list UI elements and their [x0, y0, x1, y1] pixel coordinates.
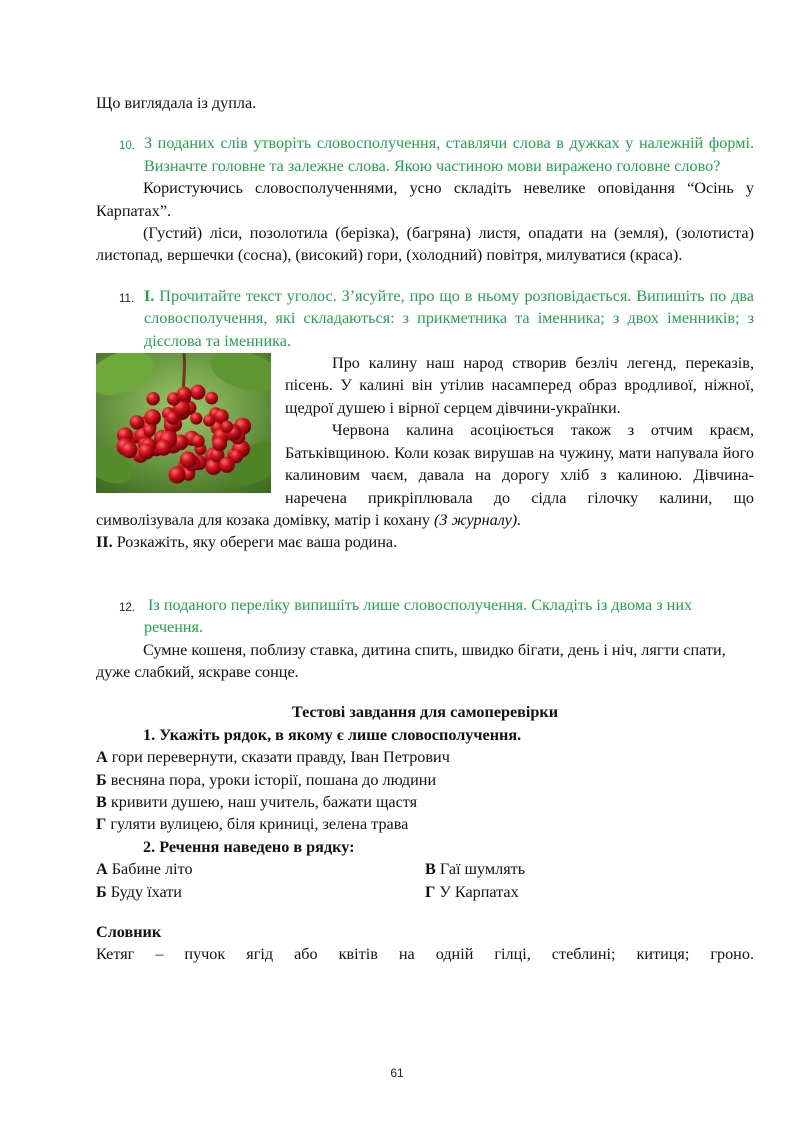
berry [130, 415, 144, 429]
berry [212, 437, 227, 452]
berry [144, 409, 161, 426]
option-text: Гаї шумлять [439, 860, 526, 879]
viburnum-berries-photo [96, 353, 271, 493]
option-letter: А [96, 860, 108, 879]
task-12 [96, 594, 754, 639]
text-paragraph-1: Про калину наш народ створив безліч легенд, переказів, пісень. У калині він утілив насамперед образ вродливої, ніжної, щедрої душею і вірної серцем дівчини-українки. [285, 354, 754, 417]
berry [190, 412, 202, 424]
page-number: 61 [390, 1066, 404, 1080]
option-text: весняна пора, уроки історії, пошана до людини [110, 770, 437, 789]
task-number: 11. [119, 292, 135, 305]
poem-last-line: Що виглядала із дупла. [96, 94, 257, 112]
word-list: (Густий) ліси, позолотила (берізка), (багряна) листя, опадати на (земля), (золотиста) листопад, вершечки (сосна), (високий) гори, (холодний) повітря, милуватися (краса). [96, 224, 754, 265]
tests-title: Тестові завдання для самоперевірки [291, 703, 559, 722]
task-number: 12. [119, 601, 135, 614]
answer-option [96, 813, 754, 835]
part-2-text: Розкажіть, яку обереги має ваша родина. [116, 533, 398, 552]
option-letter: Г [96, 815, 107, 834]
option-letter: В [96, 792, 107, 811]
text-source: (З журналу). [434, 510, 522, 529]
task-instruction: З поданих слів утворіть словосполучення, ставлячи слова в дужках у належній формі. Визначте головне та залежне слова. Якою частиною мови виражено головне слово? [144, 134, 754, 175]
answer-option [96, 858, 425, 880]
berry [205, 392, 218, 405]
option-letter: Б [96, 770, 107, 789]
option-letter: В [425, 860, 436, 879]
berry [121, 442, 137, 458]
word-list: Сумне кошеня, поблизу ставка, дитина спить, швидко бігати, день і ніч, лягти спати, дуже слабкий, яскраве сонце. [96, 640, 726, 681]
option-letter: А [96, 748, 108, 767]
option-text: Буду їхати [110, 882, 182, 901]
answer-option [425, 858, 754, 880]
task-instruction [144, 594, 754, 639]
berry [180, 451, 197, 468]
berry [192, 434, 205, 447]
question-2-title: 2. Речення наведено в рядку: [143, 837, 355, 856]
task-10 [96, 132, 754, 177]
task-assignment: Користуючись словосполученнями, усно складіть невелике оповідання “Осінь у Карпатах”. [96, 179, 754, 220]
berry [203, 415, 215, 427]
berry [190, 385, 205, 400]
answer-option [425, 881, 754, 903]
dictionary-entry: Кетяг – пучок ягід або квітів на одній гілці, стеблині; китиця; гроно. [96, 945, 754, 964]
option-text: У Карпатах [439, 882, 519, 901]
roman-numeral: I. [144, 286, 155, 305]
berry [146, 392, 159, 405]
berry [177, 387, 192, 402]
question-2-options [96, 858, 754, 903]
option-letter: Г [425, 882, 436, 901]
berry [169, 466, 186, 483]
instruction-text: Із поданого переліку випишіть лише словосполучення. Складіть із двома з них речення. [144, 595, 693, 637]
option-text: кривити душею, наш учитель, бажати щастя [110, 792, 418, 811]
answer-option [96, 746, 754, 768]
berry [138, 443, 154, 459]
roman-numeral: II. [96, 533, 113, 552]
option-text: Бабине літо [111, 860, 193, 879]
berry [219, 457, 235, 473]
task-part-2 [96, 531, 754, 553]
berry [156, 440, 172, 456]
answer-option [96, 791, 754, 813]
paragraph-text: Червона калина асоціюється також з отчим краєм, Батьківщиною. Коли козак вирушав на чужину, мати напувала його калиновим чаєм, давала на дорогу хліб з калиною. Дівчина-наречена прикріплювала до сідла гілочку калини, що символізувала для козака домівку, матір і кохану [96, 421, 754, 529]
answer-option [96, 881, 425, 903]
task-number: 10. [119, 140, 135, 153]
answer-option [96, 769, 754, 791]
berry [166, 412, 179, 425]
berry [144, 424, 156, 436]
option-text: гуляти вулицею, біля криниці, зелена трава [110, 815, 409, 834]
question-1-title: 1. Укажіть рядок, в якому є лише словосполучення. [143, 725, 522, 744]
task-11 [96, 285, 754, 352]
instruction-text: Прочитайте текст уголос. З’ясуйте, про що в ньому розповідається. Випишіть по два словосполучення, які складаються: з прикметника та іменника; з двох іменників; з дієслова та іменника. [144, 286, 754, 350]
option-letter: Б [96, 882, 107, 901]
dictionary-title: Словник [96, 923, 162, 941]
page-content [96, 92, 754, 966]
task-instruction [144, 285, 754, 352]
berry [221, 421, 233, 433]
option-text: гори перевернути, сказати правду, Іван Петрович [111, 748, 450, 767]
question-1-options [96, 746, 754, 836]
